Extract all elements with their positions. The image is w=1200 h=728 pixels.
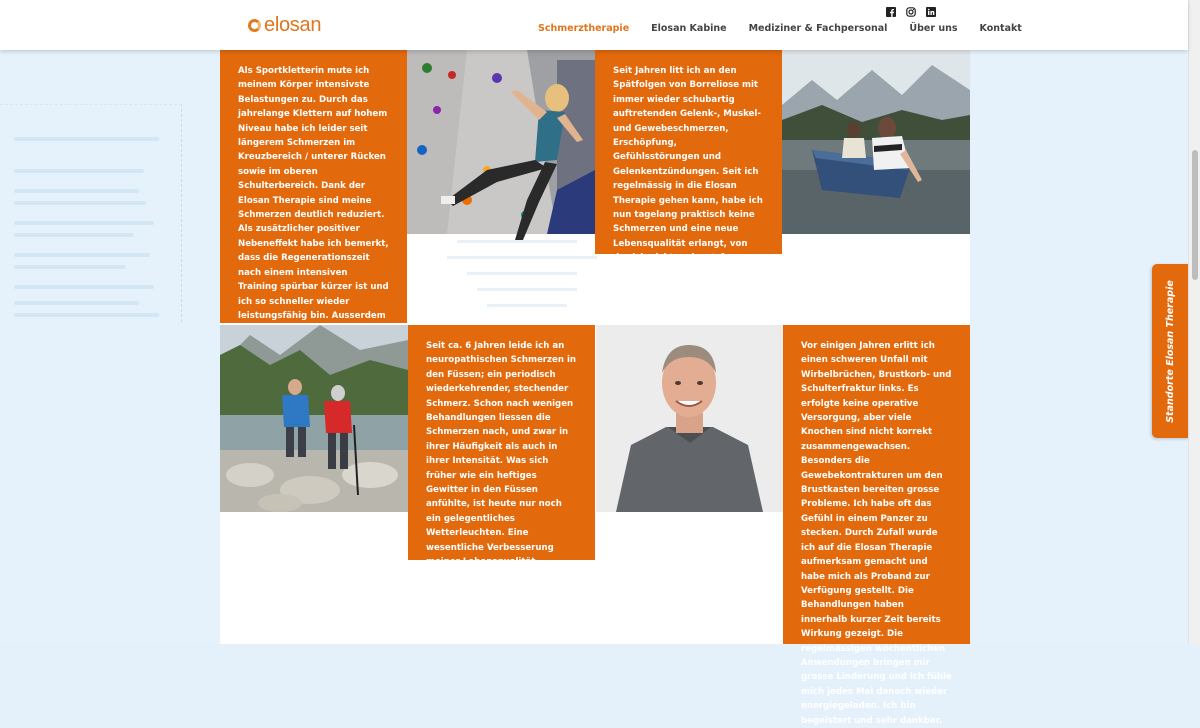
testimonial-author: Renate Bösch, Sargans: [613, 294, 702, 303]
testimonial-text: Seit Jahren litt ich an den Spätfolgen von Borreliose mit immer wieder schubartig auftretenden Gelenk-, Muskel- und Gewebeschmerzen, Erschöpfung, Gefühlsstörungen und Gelenkentzündungen. Seit ich regelmässig in die Elosan Therapie gehen kann, habe ich nun tagelang praktisch keine Schmerzen und eine neue Lebensqualität erlangt, von der ich nicht mal zu träumen wagte.: [613, 66, 763, 278]
climber-photo: [407, 50, 595, 234]
scrollbar-thumb[interactable]: [1192, 150, 1198, 280]
instagram-icon[interactable]: [906, 7, 916, 17]
social-links: [886, 7, 936, 17]
linkedin-icon[interactable]: [926, 7, 936, 17]
logo-icon: [248, 19, 261, 32]
faded-text-block: [447, 236, 602, 316]
facebook-icon[interactable]: [886, 7, 896, 17]
testimonial-card-3: [408, 325, 595, 592]
testimonial-text: Vor einigen Jahren erlitt ich einen schweren Unfall mit Wirbelbrüchen, Brustkorb- und Schulterfraktur links. Es erfolgte keine operative Versorgung, aber viele Knochen sind nicht korrekt zusammengewachsen. Besonders die Gewebekontrakturen um den Brustkasten bereiten grosse Probleme. Ich habe oft das Gefühl in einem Panzer zu stecken. Durch Zufall wurde ich auf die Elosan Therapie aufmerksam gemacht und habe mich als Proband zur Verfügung gestellt. Die Behandlungen haben innerhalb kurzer Zeit bereits Wirkung gezeigt. Die regelmässigen wöchentlichen Anwendungen bringen mir grosse Linderung und ich fühle mich jedes Mal danach wieder energiegeladen. Ich bin begeistert und sehr dankbar.: [801, 341, 952, 726]
testimonial-text: Als Sportkletterin mute ich meinem Körper intensivste Belastungen zu. Durch das jahrelange Klettern auf hohem Niveau habe ich leider seit längerem Schmerzen im Kreuzbereich / unterer Rücken sowie im oberen Schulterbereich. Dank der Elosan Therapie sind meine Schmerzen deutlich reduziert. Als zusätzlicher positiver Nebeneffekt habe ich bemerkt, dass die Regenerationszeit nach einem intensiven Training spürbar kürzer ist und ich so schneller wieder leistungsfähig bin. Ausserdem: [238, 66, 389, 321]
locations-side-tab[interactable]: [1152, 264, 1189, 438]
main-navigation: [538, 23, 1022, 34]
nav-item-mediziner-fachpersonal[interactable]: Mediziner & Fachpersonal: [748, 23, 888, 34]
hikers-photo: [220, 325, 408, 512]
logo-text: elosan: [264, 14, 322, 36]
nav-item-ueber-uns[interactable]: Über uns: [909, 23, 958, 34]
man-portrait-photo: [596, 325, 783, 512]
boat-lake-photo: [782, 50, 970, 234]
testimonial-card-4: [783, 325, 970, 726]
page-scrollbar[interactable]: [1188, 0, 1200, 644]
nav-item-elosan-kabine[interactable]: Elosan Kabine: [651, 23, 727, 34]
faded-side-panel: [0, 104, 182, 322]
testimonial-author: Hansjörg Hartmann, Vaduz: [426, 583, 530, 592]
side-tab-label: Standorte Elosan Therapie: [1165, 279, 1176, 423]
testimonial-card-2: [595, 50, 782, 303]
testimonial-card-1: [220, 50, 407, 323]
elosan-logo[interactable]: [248, 15, 321, 35]
testimonial-text: Seit ca. 6 Jahren leide ich an neuropathischen Schmerzen in den Füssen; ein periodisch wiederkehrender, stechender Schmerz. Schon nach wenigen Behandlungen liessen die Schmerzen nach, und zwar in ihrer Häufigkeit als auch in ihrer Intensität. Was sich früher wie ein heftiges Gewitter in den Füssen anfühlte, ist heute nur noch ein gelegentliches Wetterleuchten. Eine wesentliche Verbesserung meiner Lebensqualität.: [426, 341, 577, 568]
nav-item-kontakt[interactable]: Kontakt: [979, 23, 1022, 34]
nav-item-schmerztherapie[interactable]: Schmerztherapie: [538, 23, 630, 34]
site-header: [0, 0, 1188, 50]
